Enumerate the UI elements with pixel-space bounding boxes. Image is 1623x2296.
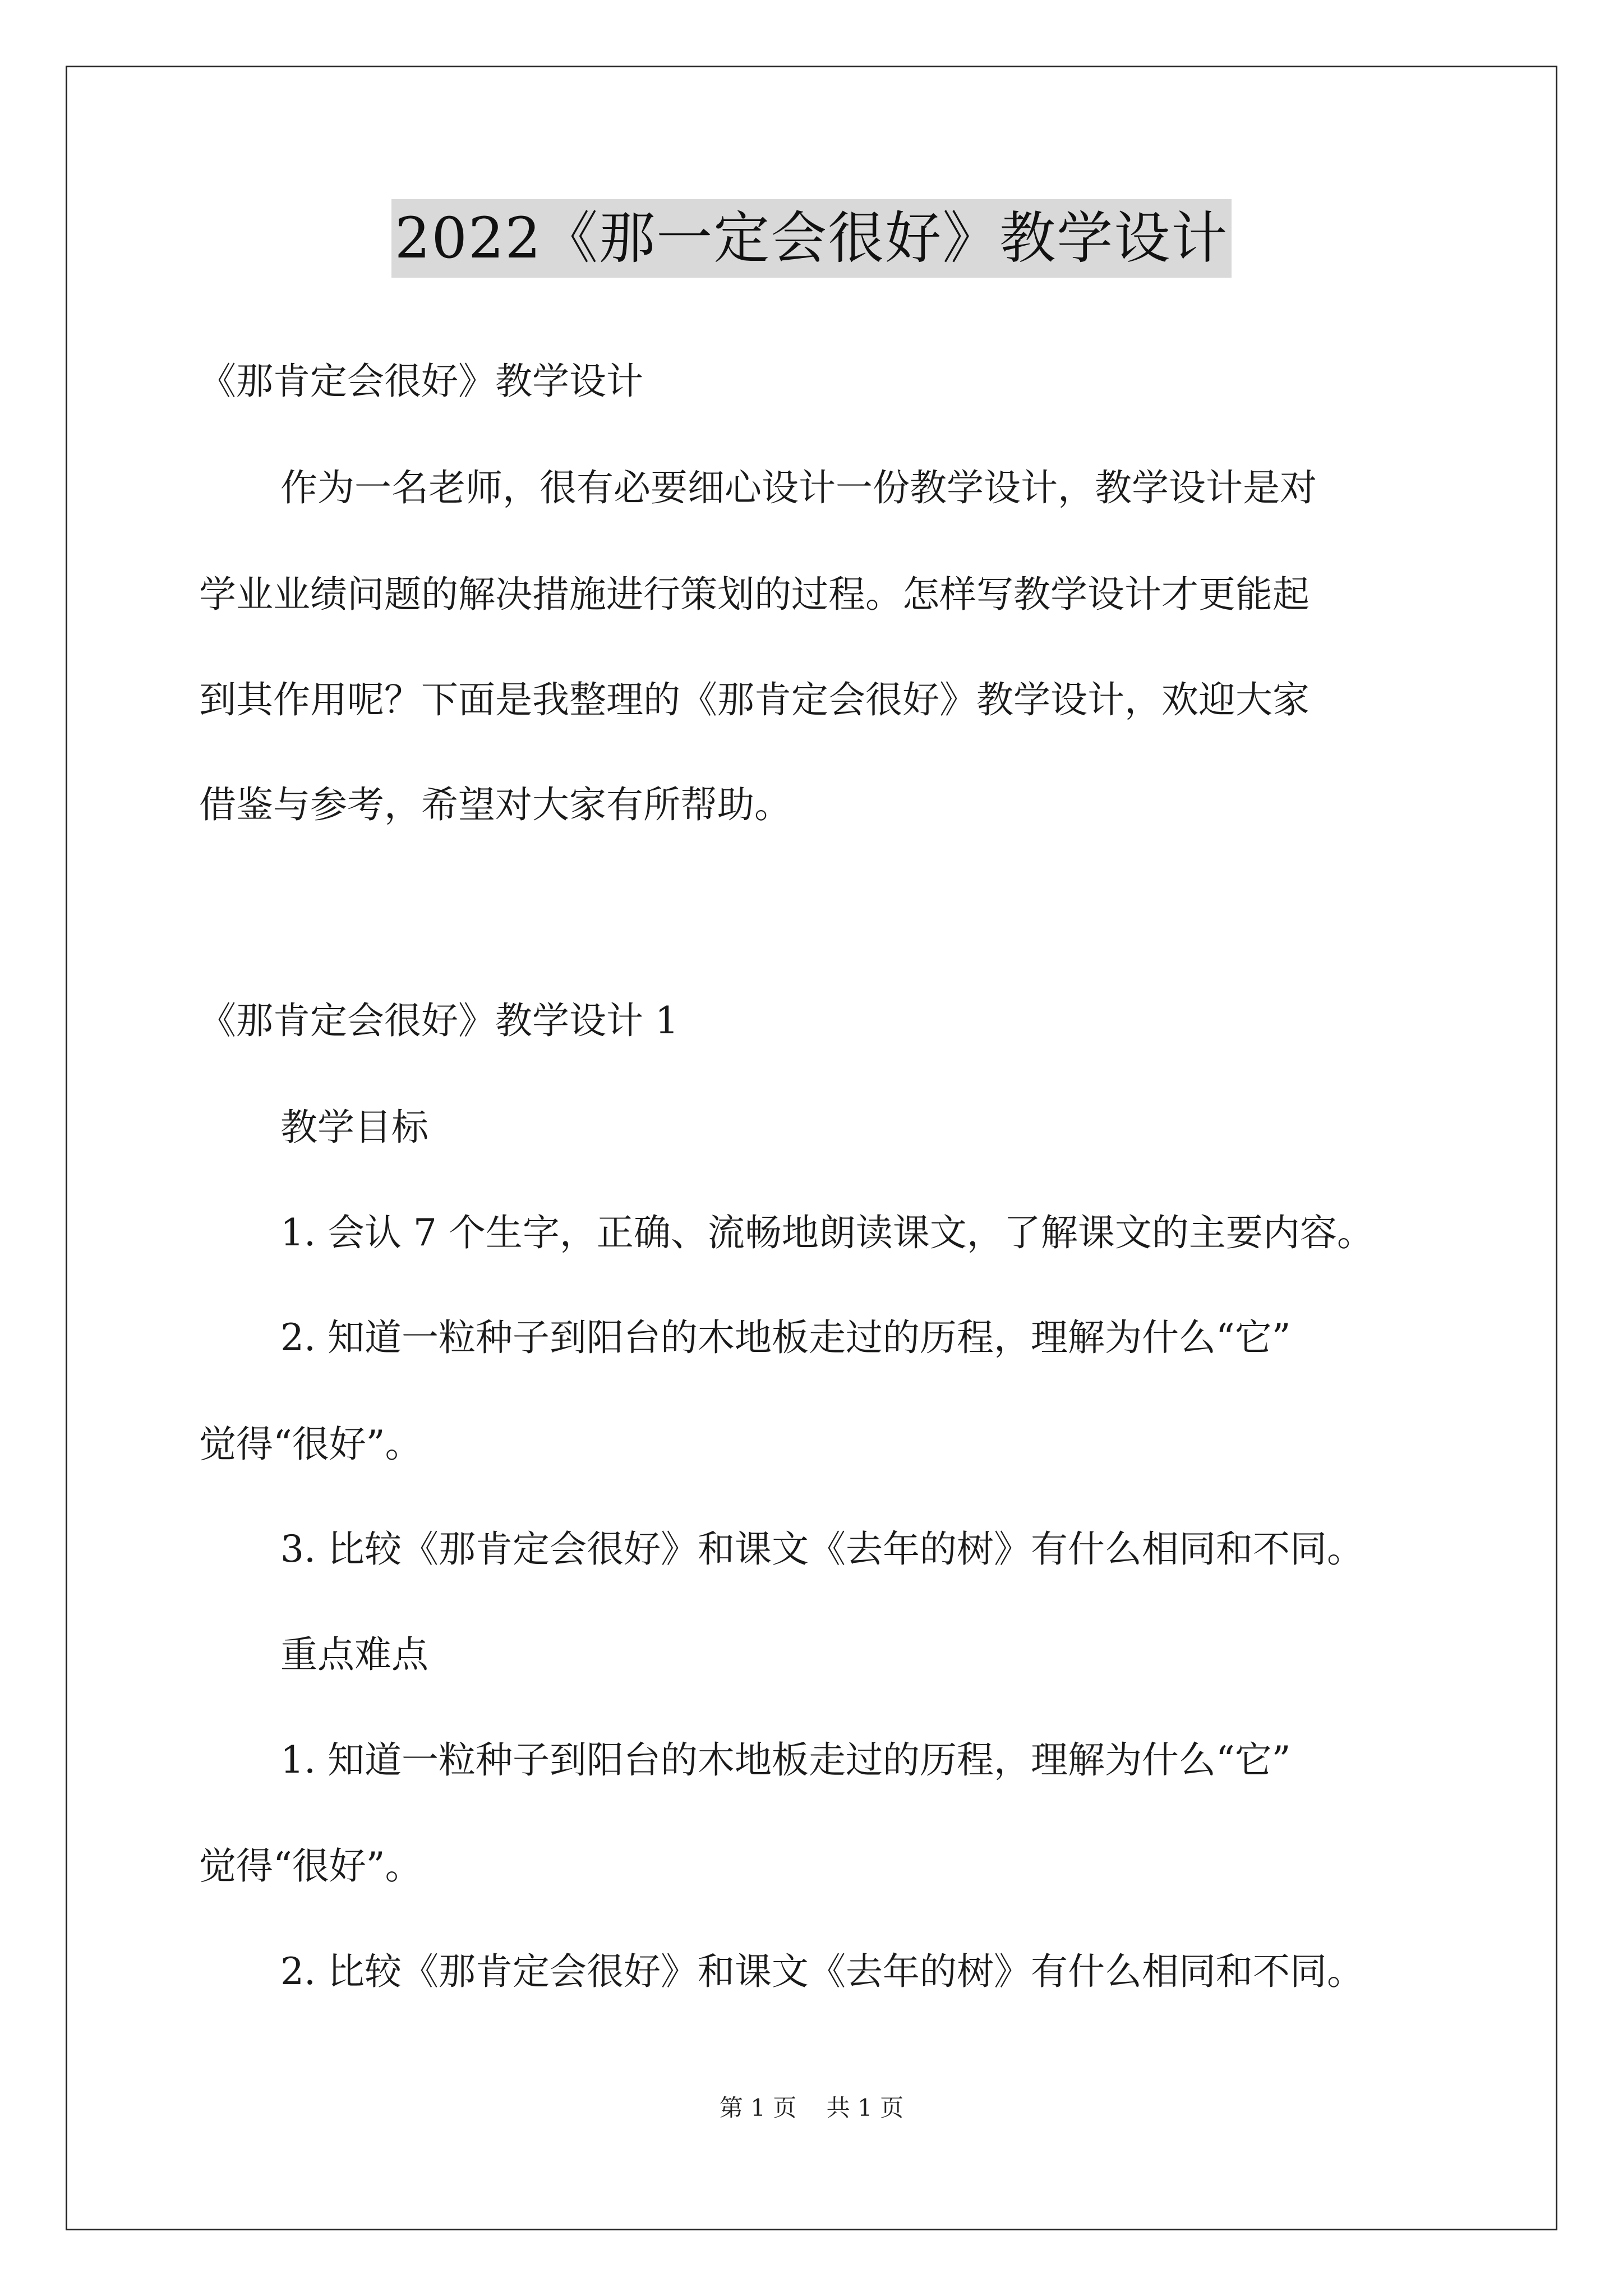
page-footer xyxy=(0,2092,1623,2124)
list-item-continuation: 觉得“很好”。 xyxy=(199,1423,422,1466)
paragraph-line: 学业业绩问题的解决措施进行策划的过程。怎样写教学设计才更能起 xyxy=(199,573,1310,616)
title-container xyxy=(0,199,1623,278)
page-number: 第 1 页 xyxy=(719,2094,797,2122)
paragraph-line: 作为一名老师，很有必要细心设计一份教学设计，教学设计是对 xyxy=(280,466,1317,509)
section-heading: 《那肯定会很好》教学设计 1 xyxy=(199,999,679,1042)
paragraph-line: 借鉴与参考，希望对大家有所帮助。 xyxy=(199,783,791,826)
subtitle-line: 《那肯定会很好》教学设计 xyxy=(199,360,643,403)
page-total: 共 1 页 xyxy=(826,2094,904,2122)
list-item: 2. 比较《那肯定会很好》和课文《去年的树》有什么相同和不同。 xyxy=(280,1950,1364,1993)
list-item-continuation: 觉得“很好”。 xyxy=(199,1844,422,1888)
list-item: 1. 知道一粒种子到阳台的木地板走过的历程，理解为什么“它” xyxy=(280,1738,1291,1782)
list-item: 1. 会认 7 个生字，正确、流畅地朗读课文，了解课文的主要内容。 xyxy=(280,1211,1374,1254)
subsection-heading: 重点难点 xyxy=(280,1633,428,1676)
paragraph-line: 到其作用呢？下面是我整理的《那肯定会很好》教学设计，欢迎大家 xyxy=(199,678,1310,721)
subsection-heading: 教学目标 xyxy=(280,1106,428,1149)
document-title: 2022《那一定会很好》教学设计 xyxy=(391,199,1232,278)
list-item: 3. 比较《那肯定会很好》和课文《去年的树》有什么相同和不同。 xyxy=(280,1527,1364,1571)
list-item: 2. 知道一粒种子到阳台的木地板走过的历程，理解为什么“它” xyxy=(280,1316,1291,1359)
